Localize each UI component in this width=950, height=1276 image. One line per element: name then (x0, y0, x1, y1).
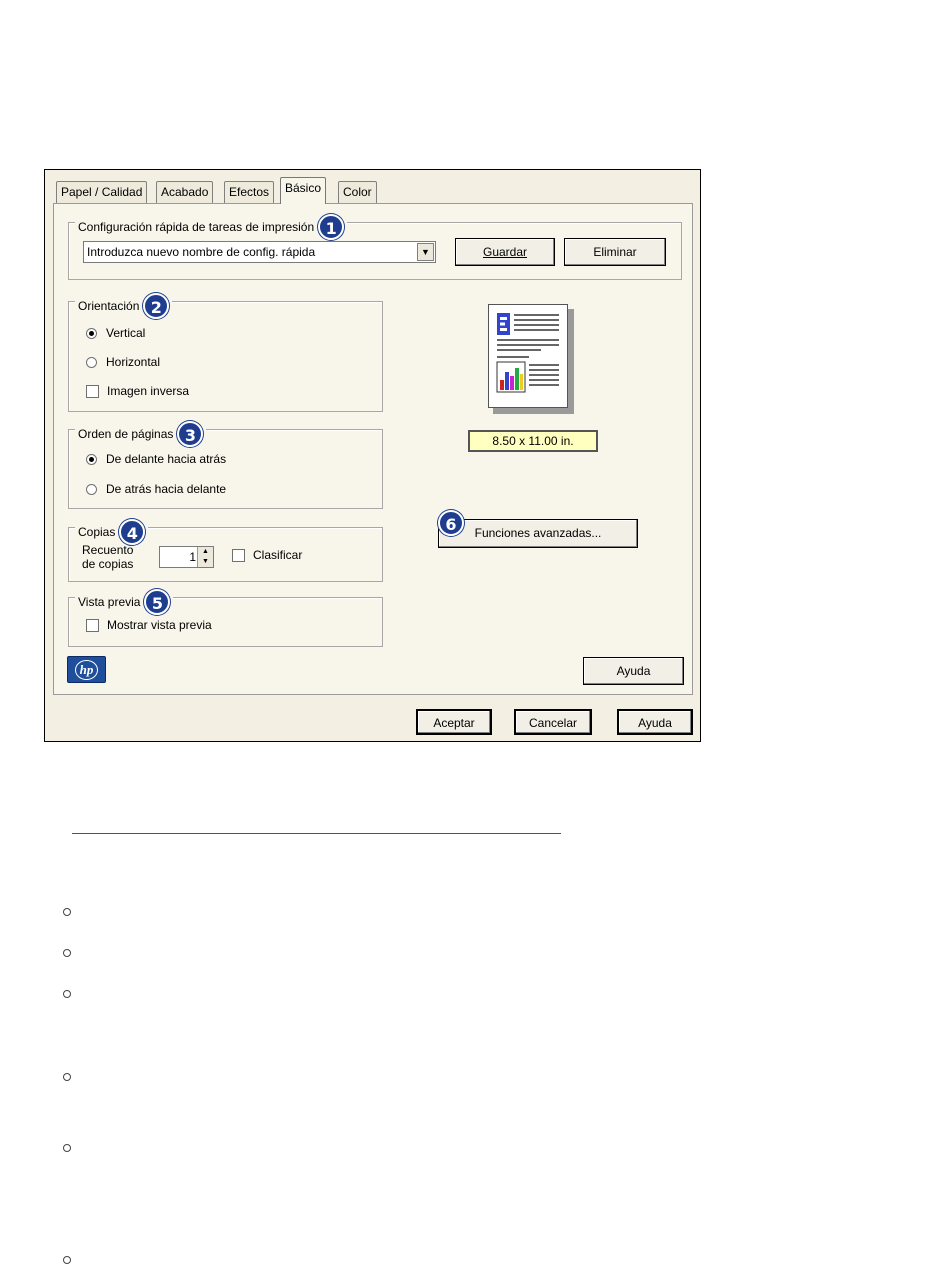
spin-up-icon[interactable]: ▲ (197, 547, 213, 557)
help-button-inner[interactable] (583, 657, 684, 685)
page-order-group (68, 426, 383, 509)
list-bullet (63, 990, 71, 998)
checkbox-label: Imagen inversa (107, 384, 190, 398)
delete-label: Eliminar (593, 245, 637, 259)
copy-count-stepper[interactable] (159, 546, 214, 568)
radio-horizontal[interactable] (86, 355, 160, 369)
advanced-features-button[interactable] (438, 519, 638, 548)
radio-label: Horizontal (106, 355, 161, 369)
checkbox-label: Clasificar (253, 548, 303, 562)
callout-badge-3: 3 (177, 421, 203, 447)
radio-button[interactable] (86, 328, 97, 339)
list-bullet (63, 949, 71, 957)
preview-title: Vista previa (78, 595, 141, 609)
orientation-group (68, 298, 383, 412)
spin-down-icon[interactable]: ▼ (197, 557, 213, 567)
copies-title: Copias (78, 525, 116, 539)
tab-finishing[interactable] (156, 181, 213, 203)
checkbox-collate[interactable] (232, 548, 302, 562)
tab-paper-quality[interactable] (56, 181, 147, 203)
list-bullet (63, 1256, 71, 1264)
printer-properties-dialog (44, 169, 701, 742)
chevron-down-icon[interactable]: ▼ (417, 243, 434, 261)
callout-badge-5: 5 (144, 589, 170, 615)
help-label: Ayuda (616, 664, 651, 678)
quick-settings-legend (75, 214, 347, 240)
tab-label: Efectos (229, 185, 270, 199)
radio-button[interactable] (86, 484, 97, 495)
radio-back-to-front[interactable] (86, 482, 226, 496)
save-button[interactable] (455, 238, 555, 266)
help-label: Ayuda (638, 716, 672, 730)
copies-group (68, 524, 383, 582)
copies-legend (75, 519, 148, 545)
radio-label: Vertical (106, 326, 146, 340)
page-order-title: Orden de páginas (78, 427, 174, 441)
checkbox[interactable] (86, 385, 99, 398)
checkbox[interactable] (86, 619, 99, 632)
tab-label: Papel / Calidad (61, 185, 143, 199)
copy-count-label-line2: de copias (82, 557, 134, 571)
copy-count-label-line1: Recuento (82, 543, 134, 557)
cancel-button[interactable] (514, 709, 592, 735)
orientation-legend (75, 293, 172, 319)
hp-logo-text: hp (75, 660, 98, 680)
tab-effects[interactable] (224, 181, 274, 203)
preview-legend (75, 589, 173, 615)
orientation-title: Orientación (78, 299, 140, 313)
radio-front-to-back[interactable] (86, 452, 226, 466)
basics-panel (53, 203, 693, 695)
callout-badge-4: 4 (119, 519, 145, 545)
copy-count-label (82, 543, 133, 571)
hp-logo (67, 656, 106, 683)
paper-size-readout (468, 430, 598, 452)
quick-settings-title: Configuración rápida de tareas de impresión (78, 220, 315, 234)
radio-vertical[interactable] (86, 326, 145, 340)
document-icon (489, 305, 567, 407)
accept-button[interactable] (416, 709, 492, 735)
callout-badge-2: 2 (143, 293, 169, 319)
list-bullet (63, 908, 71, 916)
advanced-features-label: Funciones avanzadas... (474, 526, 602, 540)
tab-basics[interactable] (280, 177, 326, 204)
link-underline[interactable] (72, 833, 561, 834)
callout-badge-1: 1 (318, 214, 344, 240)
cancel-label: Cancelar (528, 716, 578, 730)
tab-label: Básico (285, 181, 322, 195)
page-icon (488, 304, 568, 408)
tab-label: Acabado (161, 185, 209, 199)
quick-settings-combo[interactable] (83, 241, 436, 263)
paper-size-text: 8.50 x 11.00 in. (492, 434, 574, 448)
quick-settings-group (68, 219, 682, 280)
help-button[interactable] (617, 709, 693, 735)
page-order-legend (75, 421, 206, 447)
checkbox[interactable] (232, 549, 245, 562)
save-label: Guardar (482, 245, 528, 259)
checkbox-label: Mostrar vista previa (107, 618, 212, 632)
tab-label: Color (343, 185, 372, 199)
checkbox-mirror-image[interactable] (86, 384, 189, 398)
accept-label: Aceptar (433, 716, 475, 730)
radio-button[interactable] (86, 357, 97, 368)
list-bullet (63, 1073, 71, 1081)
list-bullet (63, 1144, 71, 1152)
tab-color[interactable] (338, 181, 377, 203)
copy-count-input[interactable]: 1 (189, 550, 196, 564)
quick-settings-input[interactable]: Introduzca nuevo nombre de config. rápida (87, 245, 316, 259)
delete-button[interactable] (564, 238, 666, 266)
callout-badge-6: 6 (438, 510, 464, 536)
preview-group (68, 594, 383, 647)
radio-button[interactable] (86, 454, 97, 465)
radio-label: De delante hacia atrás (106, 452, 227, 466)
page-preview-thumbnail (488, 304, 574, 414)
checkbox-show-preview[interactable] (86, 618, 212, 632)
radio-label: De atrás hacia delante (106, 482, 227, 496)
